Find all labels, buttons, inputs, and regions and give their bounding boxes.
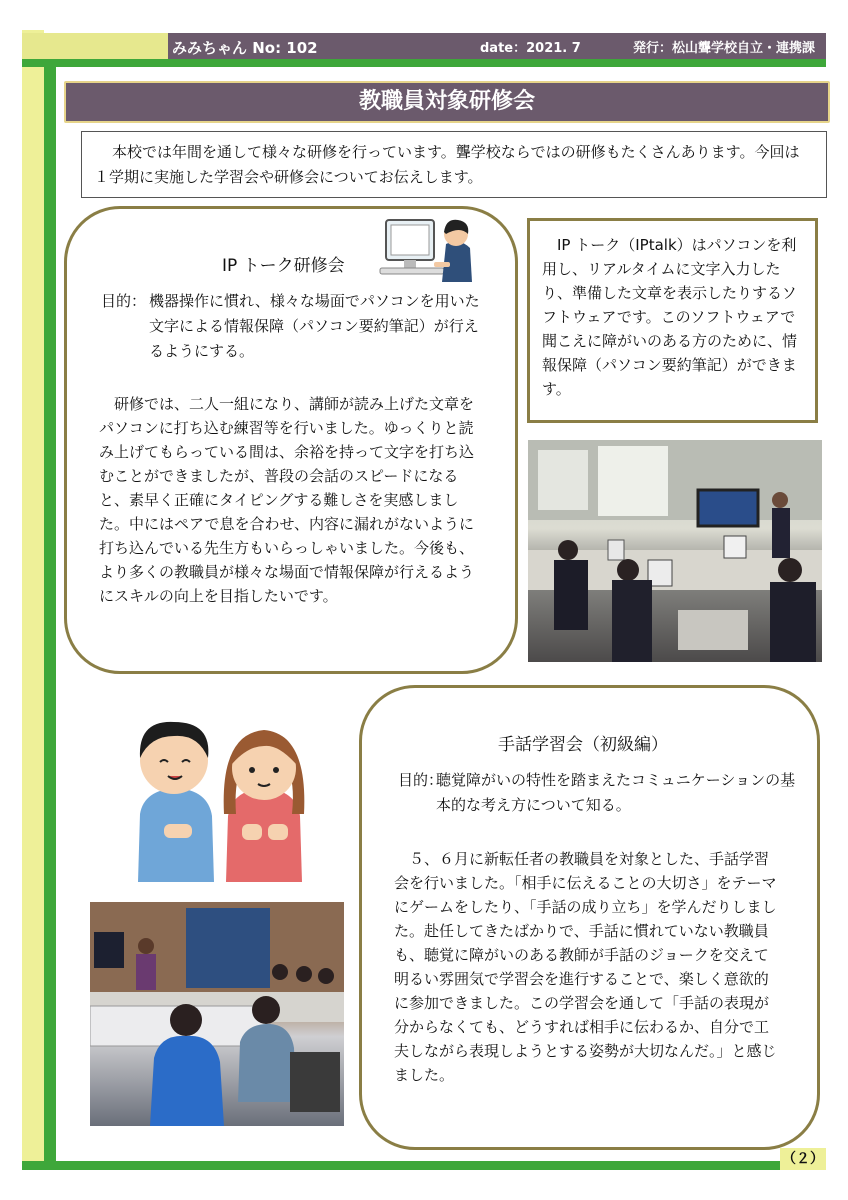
left-stripe [22, 30, 44, 1165]
page-number: （２） [780, 1148, 826, 1170]
intro-text: 本校では年間を通して様々な研修を行っています。聾学校ならではの研修もたくさんあります。今回は１学期に実施した学習会や研修会についてお伝えします。 [81, 131, 827, 198]
computer-user-illustration [376, 214, 476, 284]
page-title [64, 81, 830, 123]
ip-talk-purpose-label: 目的： [101, 292, 147, 310]
ip-talk-purpose-text: 機器操作に慣れ、様々な場面でパソコンを用いた文字による情報保障（パソコン要約筆記）が行えるようにする。 [149, 292, 480, 360]
ip-talk-title: IP トーク研修会 [222, 256, 345, 276]
sign-language-people-illustration [128, 704, 312, 884]
header-divider [22, 59, 826, 67]
header [168, 33, 826, 59]
sign-language-title: 手話学習会（初級編） [498, 735, 668, 755]
ip-talk-description: IP トーク（IPtalk）はパソコンを利用し、リアルタイムに文字入力したり、準備した文章を表示したりするソフトウェアです。このソフトウェアで聞こえに障がいのある方のために、情報保障（パソコン要約筆記）ができます。 [527, 218, 818, 423]
footer-divider [22, 1161, 826, 1170]
sign-language-purpose-label: 目的： [398, 771, 444, 789]
issue-number: みみちゃん No: 102 [172, 39, 318, 57]
side-rule [44, 66, 56, 1161]
sign-language-session-photo [90, 902, 344, 1126]
ip-talk-training-photo [528, 440, 822, 662]
ip-talk-body: 研修では、二人一組になり、講師が読み上げた文章をパソコンに打ち込む練習等を行いました。ゆっくりと読み上げてもらっている間は、余裕を持って文字を打ち込むことができましたが、普段の会話のスピードになると、素早く正確にタイピングする難しさを実感しました。中にはペアで息を合わせ、内容に漏れがないように打ち込んでいる先生方もいらっしゃいました。今後も、より多くの教職員が様々な場面で情報保障が行えるようにスキルの向上を目指したいです。 [99, 395, 475, 605]
page-title-text: 教職員対象研修会 [358, 89, 535, 114]
issue-date: date：2021. 7 [480, 41, 581, 56]
sign-language-purpose-text: 聴覚障がいの特性を踏まえたコミュニケーションの基本的な考え方について知る。 [436, 771, 796, 814]
publisher: 発行：松山聾学校自立・連携課 [633, 41, 816, 56]
sign-language-body: ５、６月に新転任者の教職員を対象とした、手話学習会を行いました。「相手に伝えることの大切さ」をテーマにゲームをしたり、「手話の成り立ち」を学んだりしました。赴任してきたばかりで、手話に慣れていない教職員も、聴覚に障がいのある教師が手話のジョークを交えて明るい雰囲気で学習会を進行することで、楽しく意欲的に参加できました。この学習会を通して「手話の表現が分からなくても、どうすれば相手に伝わるか、自分で工夫しながら表現しようとする姿勢が大切なんだ。」と感じました。 [394, 850, 777, 1084]
